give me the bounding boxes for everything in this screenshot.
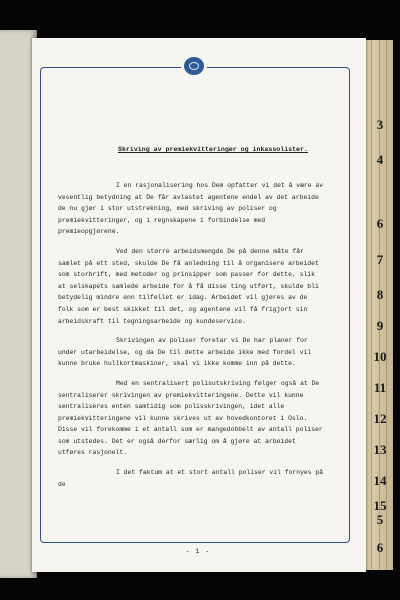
index-tab[interactable]: 15 [373, 498, 387, 513]
index-tab[interactable]: 3 [376, 117, 384, 132]
index-tab[interactable]: 6 [376, 216, 384, 231]
index-tab[interactable]: 4 [376, 152, 384, 167]
index-tab[interactable]: 12 [373, 411, 387, 426]
index-tab[interactable]: 14 [373, 473, 387, 488]
paragraph: Med en sentralisert polisutskriving følger også at De sentraliserer skrivingen av premiekvitteringene. Dette vil kunne sentraliseres enten samtidig som polisskrivingen, idet alle premiekvitteringene vil kunne skrives ut av hovedkontoret i Oslo. Disse vil forekomme i et antall som er mangedobbelt av antall poliser som utstedes. Det er også derfor særlig om å gjøre at arbeidet utføres rasjonelt. [58, 379, 323, 457]
index-tab[interactable]: 11 [373, 380, 387, 395]
index-tab[interactable]: 6 [376, 540, 384, 555]
index-tab[interactable]: 8 [376, 287, 384, 302]
document-title: Skriving av premiekvitteringer og inkassolister. [118, 146, 308, 153]
page-number: - 1 - [185, 548, 211, 555]
paragraph: I en rasjonalisering hos Dem opfatter vi det å være av vesentlig betydning at De får avlastet agentene endel av det arbeide de nu gjør i stor utstrekning, med skriving av poliser og premiekvitteringer, og i regnskapene i forbindelse med premieopgjørene. [58, 182, 324, 236]
index-tab[interactable]: 10 [373, 349, 387, 364]
index-tab[interactable]: 5 [376, 512, 384, 527]
paragraph: I det faktum at et stort antall poliser vil fornyes på de [58, 469, 324, 488]
index-tab[interactable]: 7 [376, 252, 384, 267]
paragraph: Ved den større arbeidsmengde De på denne måte får samlet på ett sted, skulde De få anledning til å organisere arbeidet som storbrift, med metoder og prinsipper som passer for dette, slik at selskapets samlede arbeide for å få disse ting utført, skulde bli betydelig mindre enn tilfellet er idag. Arbeidet vil gjøres av de folk som er best skikket til det, og agentene vil få frigjort sin arbeidskraft til tegningsarbeide og kundeservice. [58, 247, 319, 325]
document-body [58, 180, 324, 498]
index-tab[interactable]: 9 [376, 318, 384, 333]
index-tab[interactable]: 13 [373, 442, 387, 457]
paragraph: Skrivingen av poliser foretar vi De har planer for under utarbeidelse, og da De til dette arbeide ikke med fordel vil kunne bruke hullkortmaskiner, skal vi ikke komme inn på dette. [58, 337, 312, 368]
company-logo-icon [184, 57, 204, 75]
